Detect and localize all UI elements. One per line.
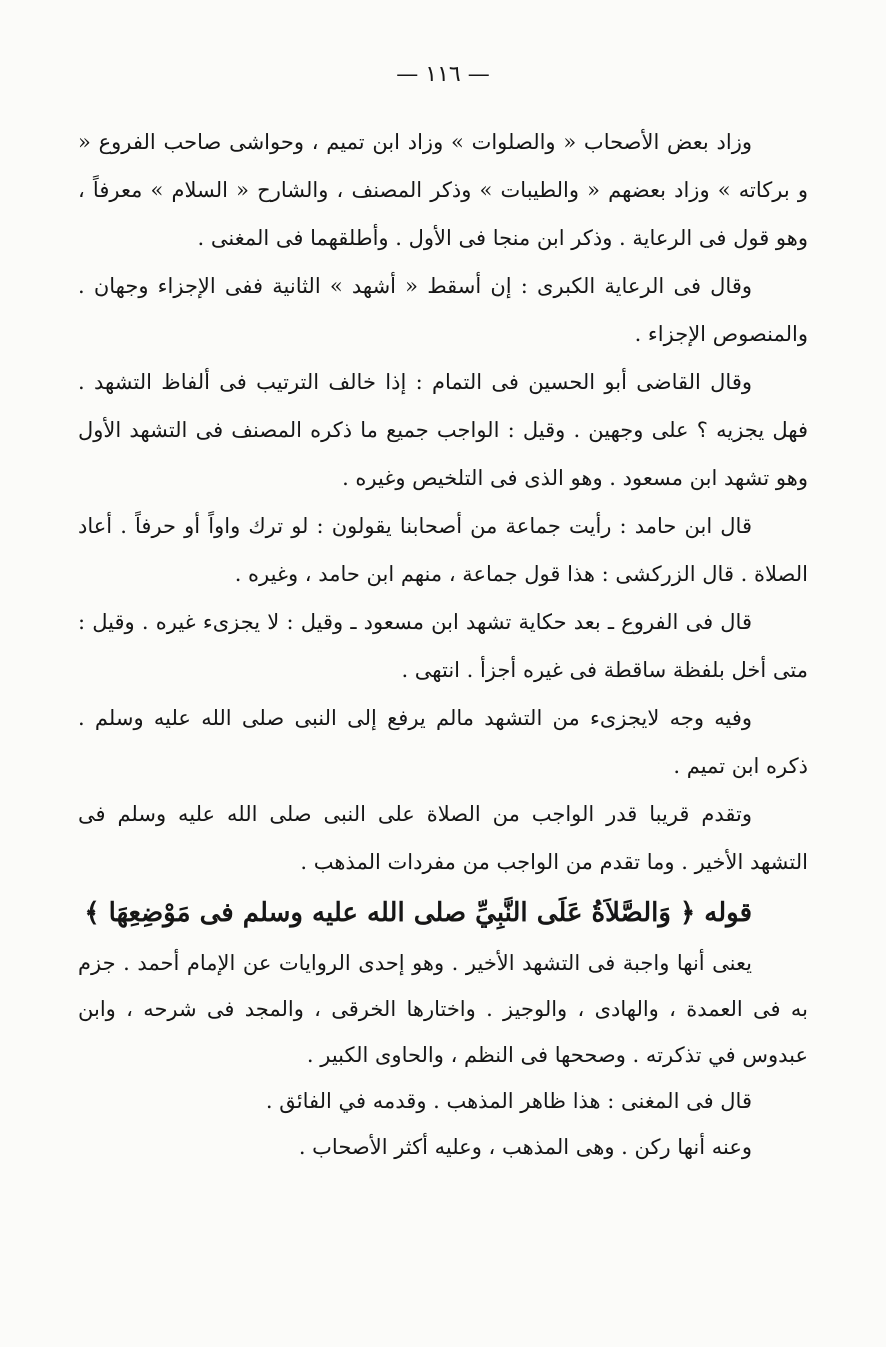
paragraph: وقال فى الرعاية الكبرى : إن أسقط « أشهد » الثانية ففى الإجزاء وجهان . والمنصوص الإجزاء . <box>78 274 808 346</box>
paragraph: وقال القاضى أبو الحسين فى التمام : إذا خالف الترتيب فى ألفاظ التشهد . فهل يجزيه ؟ على وجهين . وقيل : الواجب جميع ما ذكره المصنف فى التشهد الأول وهو تشهد ابن مسعود . وهو الذى فى التلخيص وغيره . <box>78 370 808 490</box>
paragraph: قال ابن حامد : رأيت جماعة من أصحابنا يقولون : لو ترك واواً أو حرفاً . أعاد الصلاة . قال الزركشى : هذا قول جماعة ، منهم ابن حامد ، وغيره . <box>78 514 808 586</box>
paragraph: وزاد بعض الأصحاب « والصلوات » وزاد ابن تميم ، وحواشى صاحب الفروع « و بركاته » وزاد بعضهم « والطيبات » وذكر المصنف ، والشارح « السلام » معرفاً ، وهو قول فى الرعاية . وذكر ابن منجا فى الأول . وأطلقهما فى المغنى . <box>78 130 808 250</box>
page-number: — ١١٦ — <box>396 62 490 87</box>
paragraph: يعنى أنها واجبة فى التشهد الأخير . وهو إحدى الروايات عن الإمام أحمد . جزم به فى العمدة ، والهادى ، والوجيز . واختارها الخرقى ، والمجد فى شرحه ، وابن عبدوس في تذكرته . وصححها فى النظم ، والحاوى الكبير . <box>78 951 808 1067</box>
section-heading: قوله ﴿ وَالصَّلاَةُ عَلَى النَّبِيِّ صلى الله عليه وسلم فى مَوْضِعِهَا ﴾ <box>84 898 752 928</box>
paragraph: قال فى المغنى : هذا ظاهر المذهب . وقدمه في الفائق . <box>265 1089 752 1113</box>
paragraph: وتقدم قريبا قدر الواجب من الصلاة على النبى صلى الله عليه وسلم فى التشهد الأخير . وما تقدم من الواجب من مفردات المذهب . <box>78 802 808 874</box>
paragraph: قال فى الفروع ـ بعد حكاية تشهد ابن مسعود ـ وقيل : لا يجزىء غيره . وقيل : متى أخل بلفظة ساقطة فى غيره أجزأ . انتهى . <box>78 610 808 682</box>
body-text <box>78 118 808 1170</box>
paragraph: وفيه وجه لايجزىء من التشهد مالم يرفع إلى النبى صلى الله عليه وسلم . ذكره ابن تميم . <box>78 706 808 778</box>
paragraph: وعنه أنها ركن . وهى المذهب ، وعليه أكثر الأصحاب . <box>298 1135 752 1159</box>
